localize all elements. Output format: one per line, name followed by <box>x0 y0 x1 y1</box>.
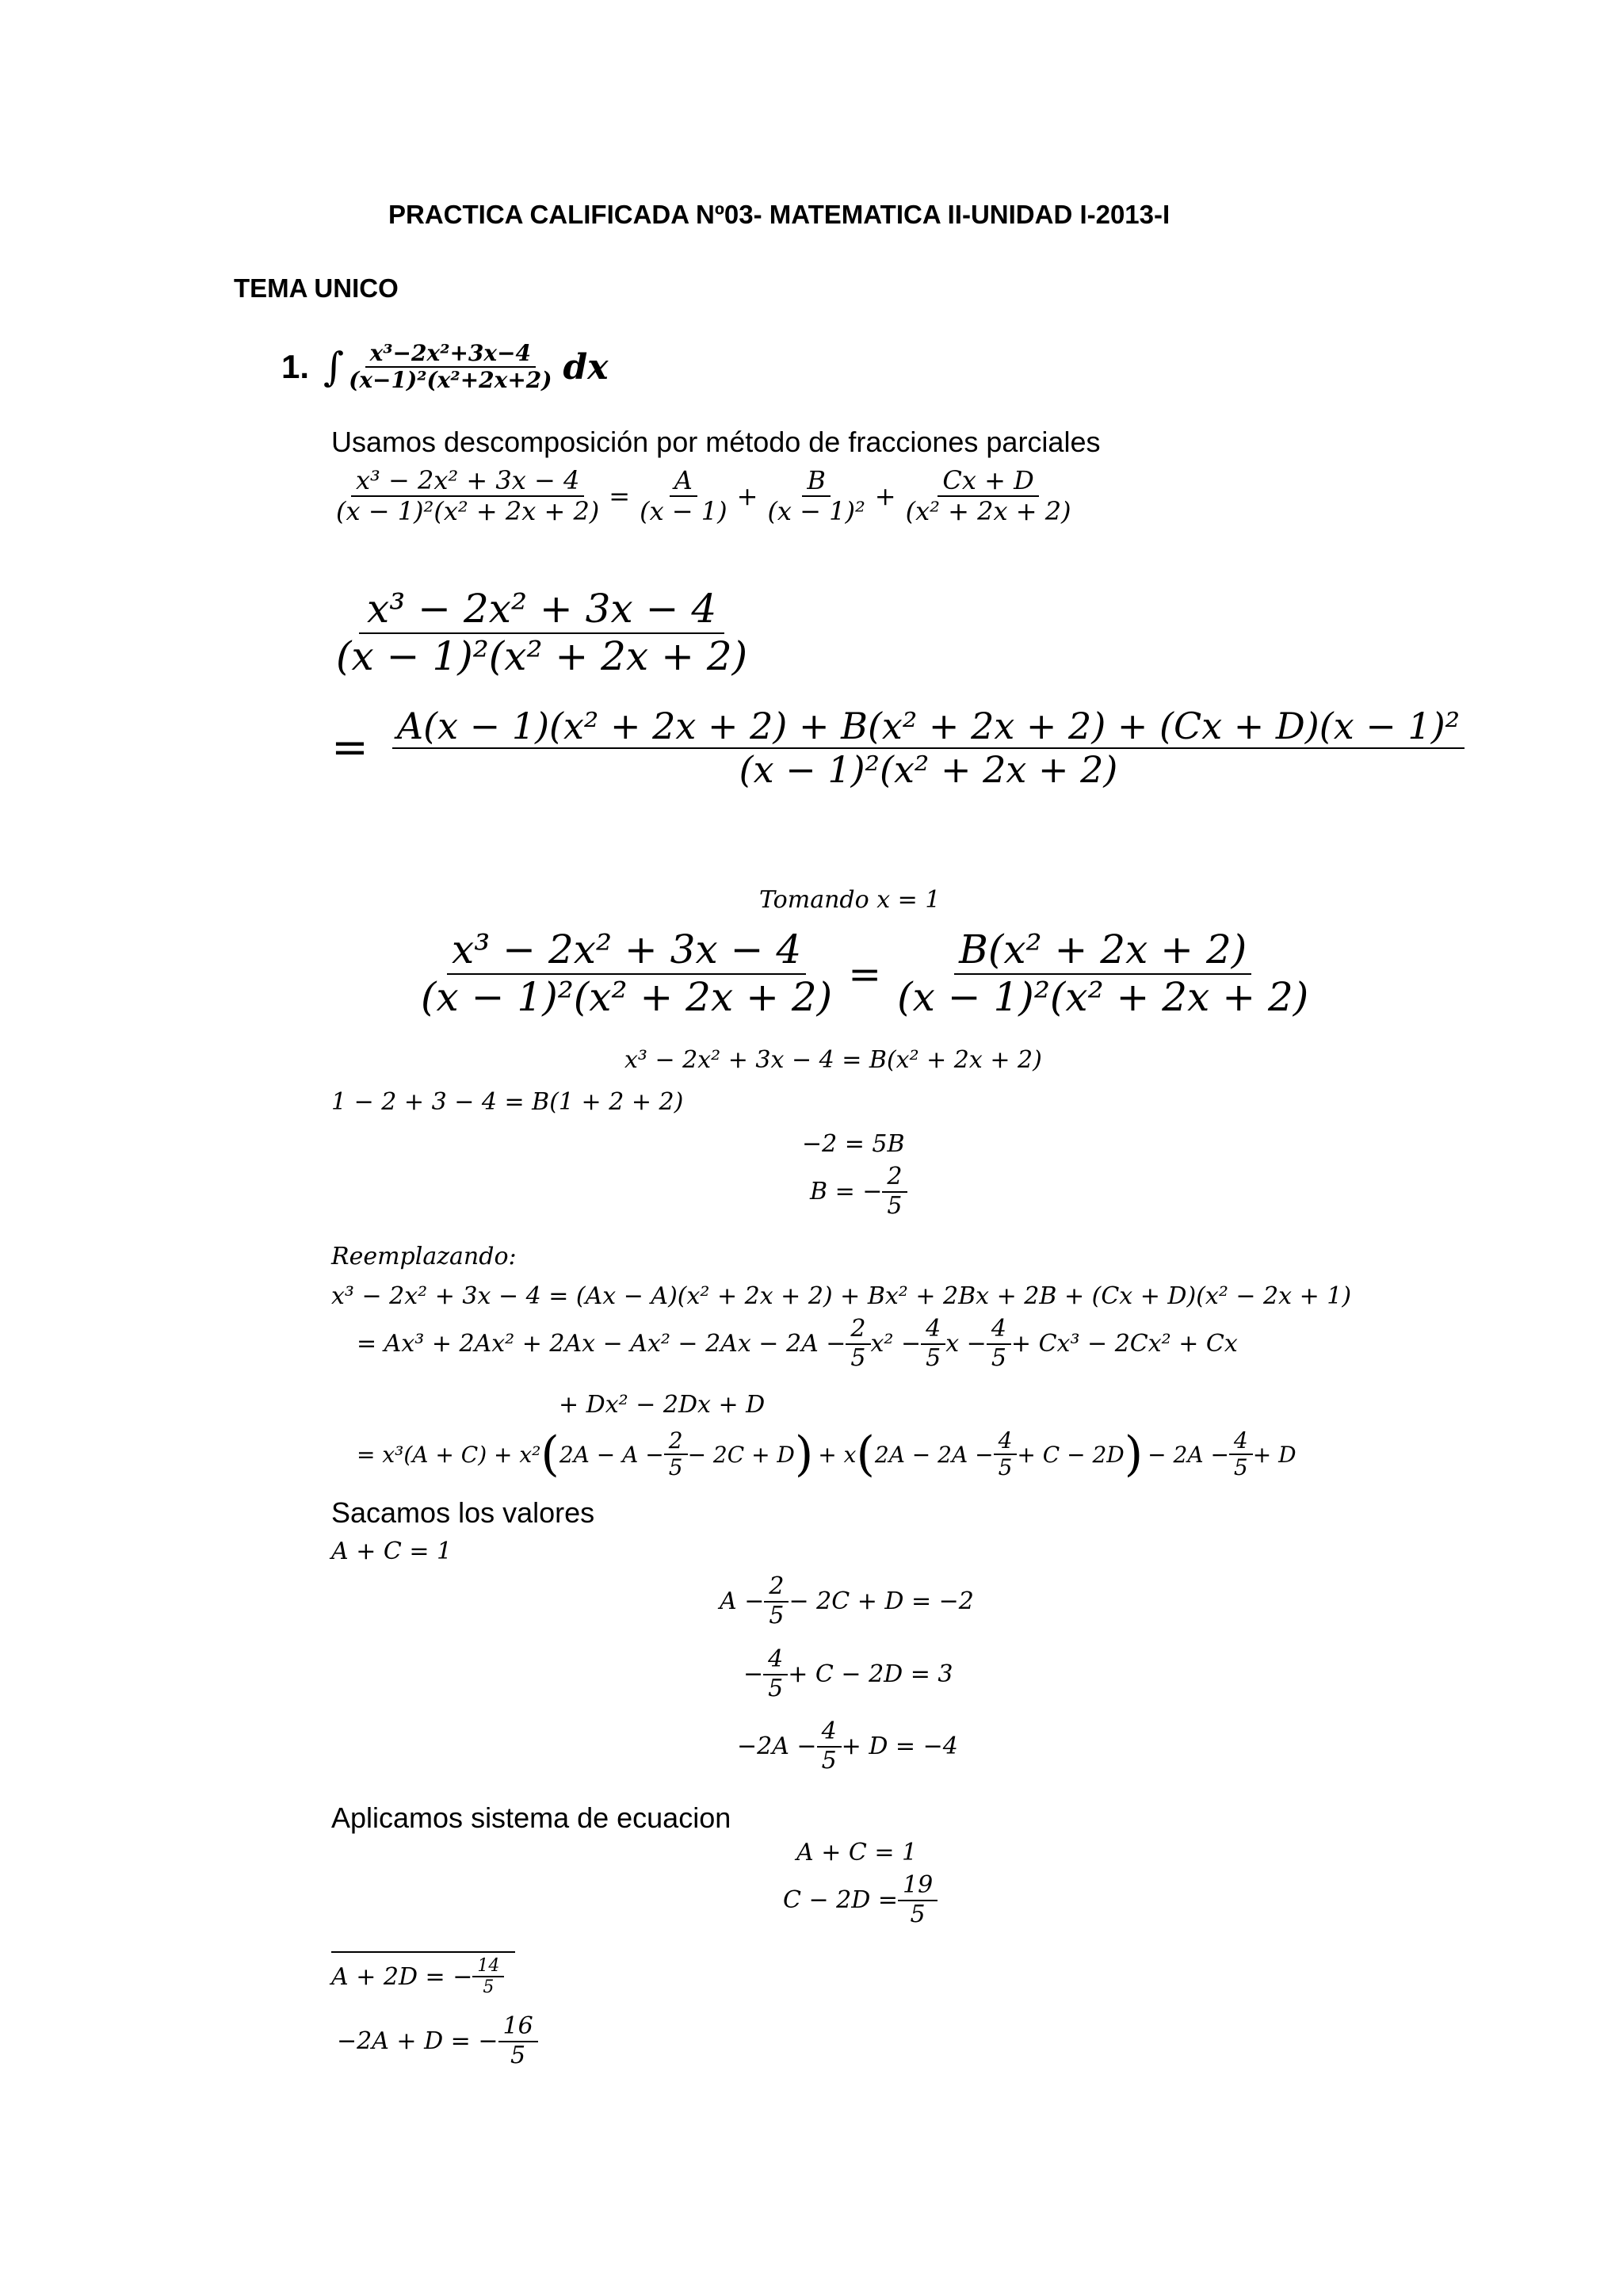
decomp-lhs-den: (x − 1)²(x² + 2x + 2) <box>336 495 600 526</box>
expand-2-part-d: + Cx³ − 2Cx² + Cx <box>1010 1330 1238 1358</box>
integral-sign: ∫ <box>323 344 345 391</box>
frac-num: 19 <box>898 1872 938 1901</box>
value-eq-3-a: − <box>743 1660 764 1688</box>
term-c-den: (x² + 2x + 2) <box>905 495 1071 526</box>
decomposition-equation <box>331 466 1076 526</box>
frac-num: 16 <box>498 2013 538 2042</box>
value-eq-4-b: + D = −4 <box>841 1733 958 1760</box>
b-value-den: 5 <box>887 1191 903 1220</box>
take-rhs-num: B(x² + 2x + 2) <box>954 927 1251 975</box>
value-eq-1: A + C = 1 <box>331 1538 453 1565</box>
take-equation <box>416 927 1313 1020</box>
expand-4-part-h: + D <box>1252 1441 1296 1468</box>
expand-line-1: x³ − 2x² + 3x − 4 = (Ax − A)(x² + 2x + 2) + Bx² + 2Bx + 2B + (Cx + D)(x² − 2x + 1) <box>331 1282 1352 1310</box>
differential: dx <box>563 346 609 388</box>
value-eq-3 <box>743 1646 953 1702</box>
decomp-lhs-num: x³ − 2x² + 3x − 4 <box>351 466 584 497</box>
frac-num: 4 <box>817 1718 842 1748</box>
equals-sign: = <box>848 950 882 997</box>
term-b-den: (x − 1)² <box>767 495 865 526</box>
right-paren: ) <box>1124 1427 1144 1482</box>
expand-4-part-c: − 2C + D <box>687 1441 795 1468</box>
b-step-3: −2 = 5B <box>802 1130 905 1158</box>
system-eq-1: A + C = 1 <box>796 1839 918 1866</box>
system-eq-4-a: −2A + D = − <box>337 2027 498 2055</box>
system-eq-2-a: C − 2D = <box>783 1886 898 1914</box>
integrand-fraction <box>344 341 556 393</box>
frac-den: 5 <box>998 1454 1013 1480</box>
expand-4-part-a: = x³(A + C) + x² <box>357 1441 541 1468</box>
expand-4-part-f: + C − 2D <box>1017 1441 1125 1468</box>
sum-divider <box>331 1951 515 1953</box>
values-text: Sacamos los valores <box>331 1496 595 1529</box>
b-value-num: 2 <box>882 1163 907 1193</box>
b-step-2: 1 − 2 + 3 − 4 = B(1 + 2 + 2) <box>331 1088 684 1116</box>
frac-num: 4 <box>994 1428 1018 1455</box>
frac-den: 5 <box>483 1977 495 1998</box>
term-a-num: A <box>670 466 697 497</box>
big-rhs-den: (x − 1)²(x² + 2x + 2) <box>739 747 1118 791</box>
equals-sign: = <box>331 722 369 774</box>
left-paren: ( <box>856 1427 875 1482</box>
frac-den: 5 <box>850 1343 866 1372</box>
plus-sign: + <box>736 480 758 511</box>
frac-num: 4 <box>987 1316 1011 1345</box>
plus-sign: + <box>874 480 896 511</box>
system-text: Aplicamos sistema de ecuacion <box>331 1801 731 1834</box>
value-eq-4 <box>737 1718 958 1775</box>
take-rhs-den: (x − 1)²(x² + 2x + 2) <box>897 973 1309 1020</box>
frac-den: 5 <box>991 1343 1006 1372</box>
frac-num: 2 <box>846 1316 870 1345</box>
frac-num: 2 <box>664 1428 688 1455</box>
expand-2-part-c: x − <box>945 1330 987 1358</box>
taking-x-label: Tomando x = 1 <box>759 886 941 914</box>
value-eq-2-b: − 2C + D = −2 <box>789 1587 974 1615</box>
page-title: PRACTICA CALIFICADA Nº03- MATEMATICA II-UNIDAD I-2013-I <box>388 200 1170 229</box>
big-lhs-num: x³ − 2x² + 3x − 4 <box>359 586 724 634</box>
frac-den: 5 <box>668 1454 683 1480</box>
system-eq-4 <box>337 2013 538 2069</box>
frac-num: 4 <box>763 1646 788 1675</box>
intro-text: Usamos descomposición por método de fracciones parciales <box>331 426 1101 458</box>
frac-num: 14 <box>472 1956 504 1977</box>
frac-num: 2 <box>764 1573 789 1603</box>
value-eq-2 <box>720 1573 974 1629</box>
frac-den: 5 <box>821 1746 837 1775</box>
frac-den: 5 <box>769 1601 785 1629</box>
big-lhs-den: (x − 1)²(x² + 2x + 2) <box>336 632 748 679</box>
expand-line-3: + Dx² − 2Dx + D <box>559 1391 766 1419</box>
system-eq-3-a: A + 2D = − <box>331 1962 473 1991</box>
system-eq-3 <box>331 1956 504 1998</box>
expand-4-part-g: − 2A − <box>1148 1441 1229 1468</box>
left-paren: ( <box>540 1427 559 1482</box>
frac-den: 5 <box>768 1674 784 1702</box>
expand-line-4 <box>357 1427 1296 1482</box>
frac-den: 5 <box>1233 1454 1248 1480</box>
integrand-denominator: (x−1)²(x²+2x+2) <box>349 367 552 394</box>
expand-2-part-b: x² − <box>870 1330 922 1358</box>
frac-num: 4 <box>921 1316 945 1345</box>
take-lhs-den: (x − 1)²(x² + 2x + 2) <box>421 973 833 1020</box>
problem-statement <box>281 341 609 393</box>
expand-line-2 <box>357 1316 1238 1372</box>
expand-2-part-a: = Ax³ + 2Ax² + 2Ax − Ax² − 2Ax − 2A − <box>357 1330 846 1358</box>
frac-den: 5 <box>910 1900 926 1928</box>
term-c-num: Cx + D <box>938 466 1038 497</box>
topic-heading: TEMA UNICO <box>234 273 399 303</box>
expand-4-part-b: 2A − A − <box>559 1441 664 1468</box>
right-paren: ) <box>794 1427 814 1482</box>
b-value-lhs: B = − <box>810 1178 883 1205</box>
expand-4-part-e: 2A − 2A − <box>874 1441 994 1468</box>
frac-num: 4 <box>1229 1428 1253 1455</box>
big-rhs-num: A(x − 1)(x² + 2x + 2) + B(x² + 2x + 2) + (Cx + D)(x − 1)² <box>392 705 1465 749</box>
frac-den: 5 <box>926 1343 941 1372</box>
big-equation-rhs <box>331 705 1465 791</box>
replacing-label: Reemplazando: <box>331 1243 517 1270</box>
big-equation-lhs <box>331 586 752 679</box>
integrand-numerator: x³−2x²+3x−4 <box>365 341 536 368</box>
term-b-num: B <box>802 466 831 497</box>
value-eq-4-a: −2A − <box>737 1733 817 1760</box>
term-a-den: (x − 1) <box>640 495 727 526</box>
value-eq-3-b: + C − 2D = 3 <box>788 1660 953 1688</box>
system-eq-2 <box>783 1872 938 1928</box>
b-step-1: x³ − 2x² + 3x − 4 = B(x² + 2x + 2) <box>624 1046 1042 1074</box>
expand-4-part-d: + x <box>818 1441 857 1468</box>
equals-sign: = <box>609 480 631 511</box>
value-eq-2-a: A − <box>720 1587 765 1615</box>
frac-den: 5 <box>510 2041 526 2069</box>
b-value <box>810 1163 907 1220</box>
problem-number: 1. <box>281 348 310 386</box>
take-lhs-num: x³ − 2x² + 3x − 4 <box>447 927 806 975</box>
